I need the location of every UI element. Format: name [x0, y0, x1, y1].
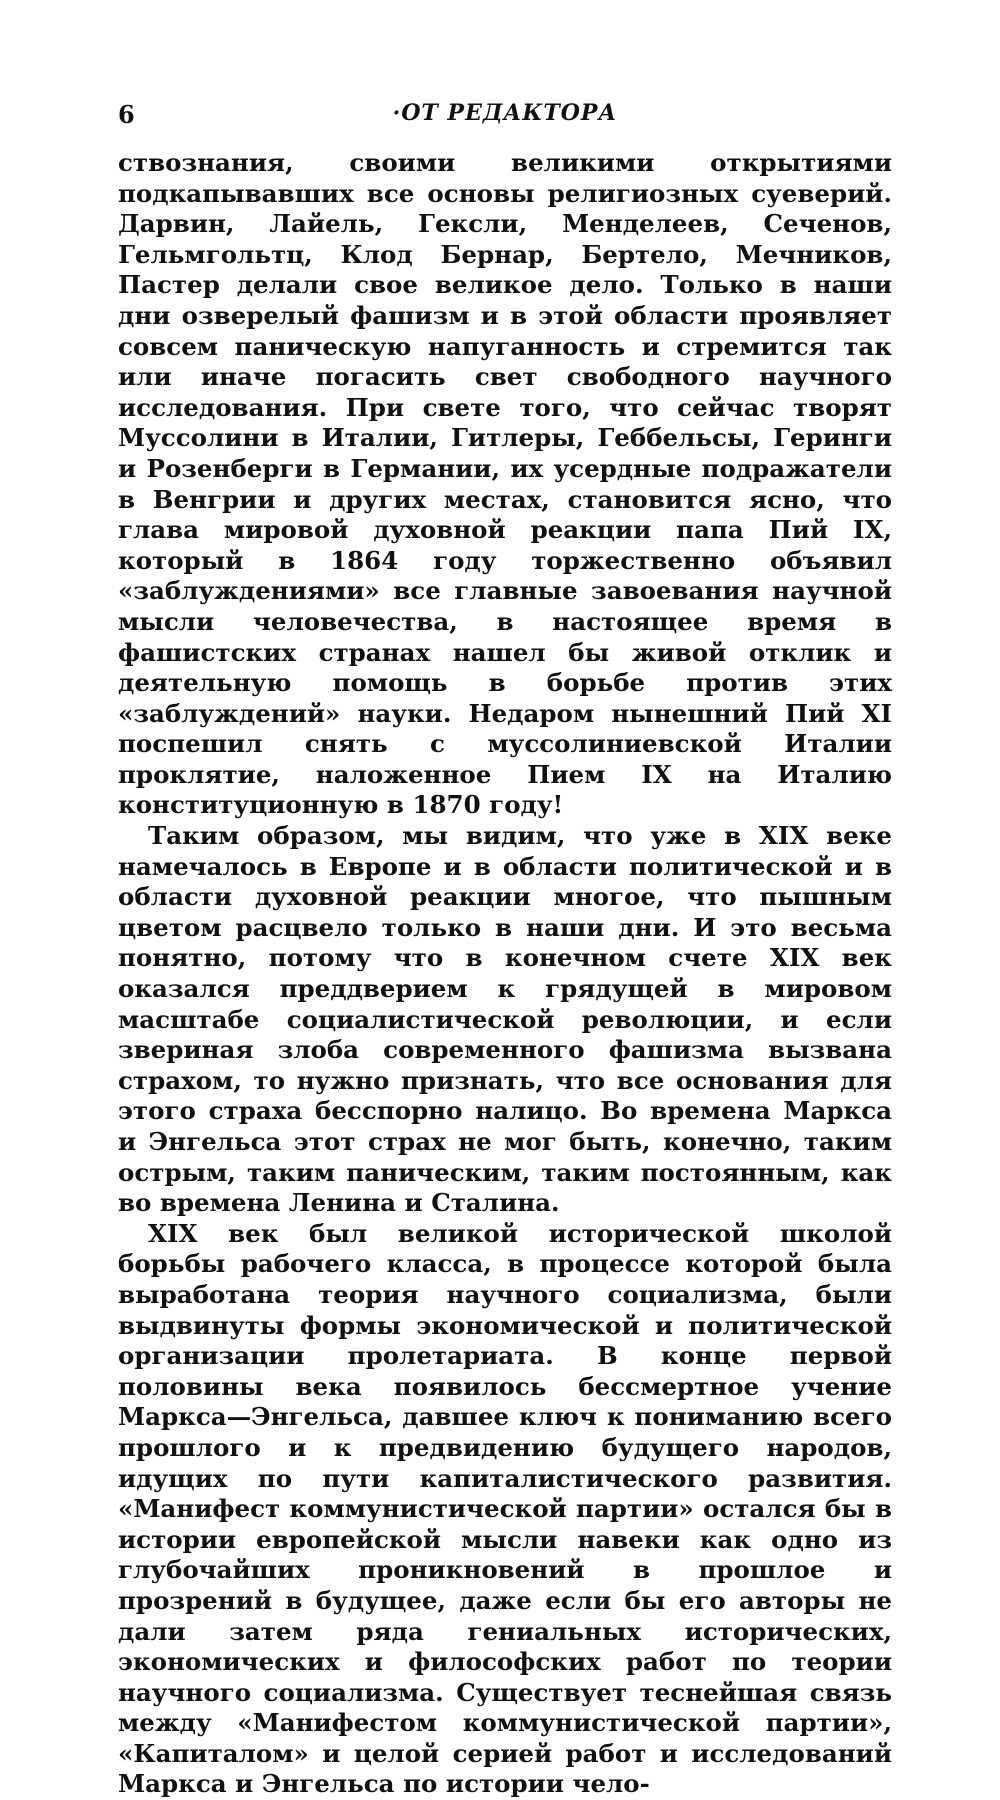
paragraph: Таким образом, мы видим, что уже в XIX веке намечалось в Европе и в области политической и в области духовной реакции многое, что пышным цветом расцвело только в наши дни. И это весьма понятно, потому что в конечном счете XIX век оказался преддверием к грядущей в мировом масштабе социалистической революции, и если звериная злоба современного фашизма вызвана страхом, то нужно признать, что все основания для этого страха бесспорно налицо. Во времена Маркса и Энгельса этот страх не мог быть, конечно, таким острым, таким паническим, таким постоянным, как во времена Ленина и Сталина.	[118, 821, 892, 1218]
running-title: ·ОТ РЕДАКТОРА	[392, 100, 618, 126]
book-page	[118, 96, 892, 1800]
running-head	[118, 96, 892, 136]
paragraph: XIX век был великой исторической школой борьбы рабочего класса, в процессе которой была выработана теория научного социализма, были выдвинуты формы экономической и политической организации пролетариата. В конце первой половины века появилось бессмертное учение Маркса—Энгельса, давшее ключ к пониманию всего прошлого и к предвидению будущего народов, идущих по пути капиталистического развития. «Манифест коммунистической партии» остался бы в истории европейской мысли навеки как одно из глубочайших проникновений в прошлое и прозрений в будущее, даже если бы его авторы не дали затем ряда гениальных исторических, экономических и философских работ по теории научного социализма. Существует теснейшая связь между «Манифестом коммунистической партии», «Капиталом» и целой серией работ и исследований Маркса и Энгельса по истории чело-	[118, 1218, 892, 1799]
body-text	[118, 148, 892, 1800]
page-number: 6	[118, 100, 135, 129]
paragraph: ствознания, своими великими открытиями подкапывавших все основы религиозных суеверий. Дарвин, Лайель, Гексли, Менделеев, Сеченов, Гельмгольтц, Клод Бернар, Бертело, Мечников, Пастер делали свое великое дело. Только в наши дни озверелый фашизм и в этой области проявляет совсем паническую напуганность и стремится так или иначе погасить свет свободного научного исследования. При свете того, что сейчас творят Муссолини в Италии, Гитлеры, Геббельсы, Геринги и Розенберги в Германии, их усердные подражатели в Венгрии и других местах, становится ясно, что глава мировой духовной реакции папа Пий IX, который в 1864 году торжественно объявил «заблуждениями» все главные завоевания научной мысли человечества, в настоящее время в фашистских странах нашел бы живой отклик и деятельную помощь в борьбе против этих «заблуждений» науки. Недаром нынешний Пий XI поспешил снять с муссолиниевской Италии проклятие, наложенное Пием IX на Италию конституционную в 1870 году!	[118, 148, 892, 820]
